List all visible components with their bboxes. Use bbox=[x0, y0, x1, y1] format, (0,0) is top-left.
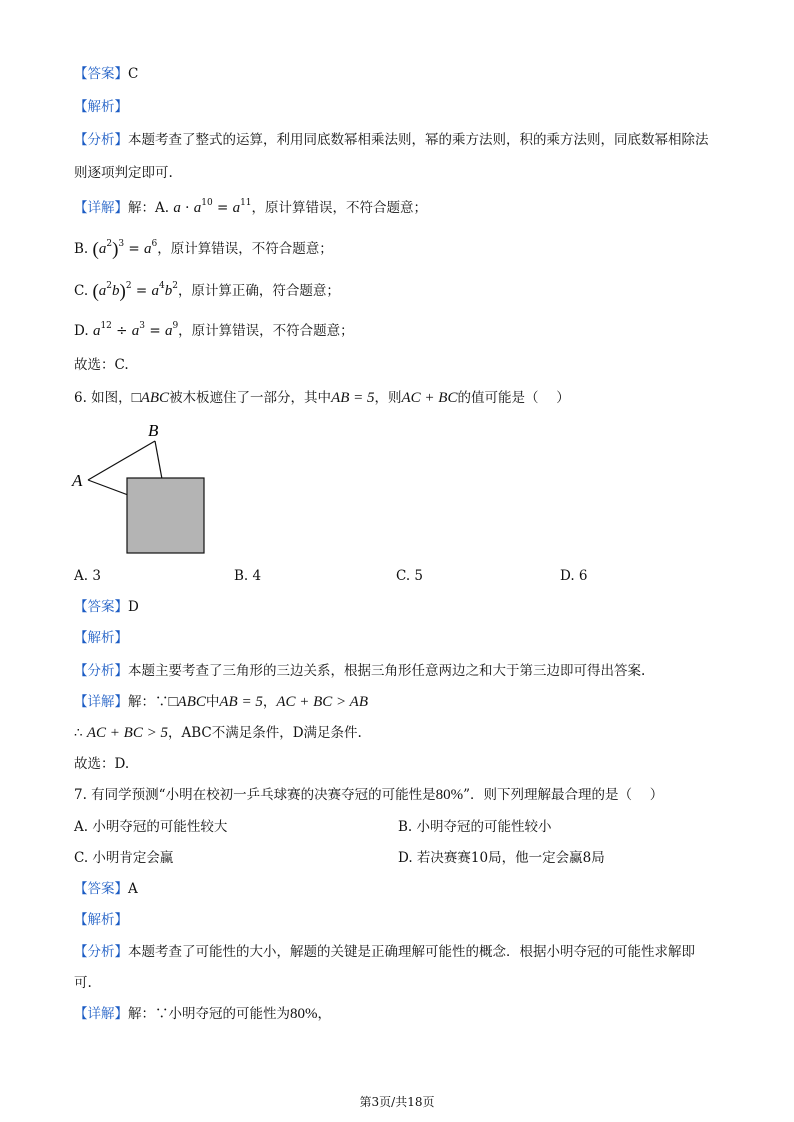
detail-tag: 【详解】 bbox=[74, 200, 128, 216]
q7-percent: 80% bbox=[435, 787, 464, 803]
fenxi-text: 本题考查了整式的运算，利用同底数幂相乘法则，幂的乘方法则，积的乘方法则，同底数幂相除法 bbox=[128, 132, 709, 148]
label-a: A bbox=[72, 471, 83, 490]
q6-choose bbox=[74, 754, 754, 774]
detail-tag: 【详解】 bbox=[74, 694, 128, 710]
edge-bc bbox=[155, 441, 162, 479]
analysis-tag: 【解析】 bbox=[74, 99, 128, 115]
detail-a-suffix: ，原计算错误，不符合题意； bbox=[251, 200, 428, 216]
q6-tri: □ABC bbox=[131, 390, 170, 406]
q7-option-b: B. 小明夺冠的可能性较小 bbox=[398, 819, 552, 835]
formula-c: $(a^2b)^2 = a^4b^2$ bbox=[92, 281, 178, 302]
detail-a-prefix: 解：A. bbox=[128, 200, 174, 216]
detail-text: 解：∵小明夺冠的可能性为 bbox=[128, 1006, 290, 1022]
b-suffix: ，原计算错误，不符合题意； bbox=[157, 241, 333, 257]
detail-eq2: AC + BC > AB bbox=[276, 694, 368, 710]
q7-option-a: A. 小明夺冠的可能性较大 bbox=[74, 819, 228, 835]
formula-b: $(a^2)^3 = a^6$ bbox=[92, 239, 158, 260]
q7-option-d: D. 若决赛赛10局，他一定会赢8局 bbox=[398, 850, 605, 866]
p5-answer-line bbox=[74, 64, 754, 84]
inequality: AC + BC > 5 bbox=[86, 725, 168, 741]
c-prefix: C. bbox=[74, 283, 93, 299]
q6-text-2: 被木板遮住了一部分，其中 bbox=[169, 390, 332, 406]
q7-num: 7. bbox=[74, 787, 92, 803]
q7-stem bbox=[74, 785, 754, 805]
answer-value: C bbox=[128, 66, 139, 82]
fenxi-text: 本题考查了可能性的大小，解题的关键是正确理解可能性的概念．根据小明夺冠的可能性求解即 bbox=[128, 944, 695, 960]
answer-tag: 【答案】 bbox=[74, 881, 128, 897]
p5-detail-c bbox=[74, 281, 754, 302]
q6-stem bbox=[74, 388, 754, 408]
label-b: B bbox=[148, 421, 159, 440]
q6-option-d: D. 6 bbox=[560, 568, 588, 584]
p5-analysis-line bbox=[74, 97, 754, 117]
q7-text-2: ”．则下列理解最合理的是（ ） bbox=[463, 787, 664, 803]
detail-eq1: AB = 5 bbox=[219, 694, 263, 710]
q6-num: 6. bbox=[74, 390, 92, 406]
fenxi-tag: 【分析】 bbox=[74, 663, 128, 679]
p5-detail-b bbox=[74, 239, 754, 260]
detail-text-1: 解：∵ bbox=[128, 694, 169, 710]
detail-tail: ， bbox=[317, 1006, 331, 1022]
q6-eq1: AB = 5 bbox=[331, 390, 375, 406]
formula-a: $a \cdot a^{10} = a^{11}$ bbox=[173, 198, 252, 216]
page-footer: 第3页/共18页 bbox=[359, 1095, 435, 1109]
q6-option-c: C. 5 bbox=[396, 568, 424, 584]
q7-text: 有同学预测“小明在校初一乒乓球赛的决赛夺冠的可能性是 bbox=[91, 787, 436, 803]
q7-answer-line bbox=[74, 879, 754, 899]
therefore-symbol: ∴ bbox=[74, 725, 87, 741]
answer-value: A bbox=[128, 881, 138, 897]
q7-fenxi-line-2 bbox=[74, 973, 754, 993]
analysis-tag: 【解析】 bbox=[74, 912, 128, 928]
answer-tag: 【答案】 bbox=[74, 599, 128, 615]
q6-analysis-line bbox=[74, 628, 754, 648]
q6-text-1: 如图， bbox=[91, 390, 132, 406]
detail-text-2: 中 bbox=[205, 694, 220, 710]
fenxi-text-cont: 则逐项判定即可. bbox=[74, 165, 173, 181]
detail-percent: 80% bbox=[290, 1006, 318, 1022]
fenxi-text: 本题主要考查了三角形的三边关系，根据三角形任意两边之和大于第三边即可得出答案. bbox=[128, 663, 646, 679]
p5-fenxi-line-2 bbox=[74, 163, 754, 183]
edge-ac bbox=[88, 480, 128, 495]
q6-therefore-line bbox=[74, 723, 754, 743]
c-suffix: ，原计算正确，符合题意； bbox=[177, 283, 340, 299]
q7-option-c: C. 小明肯定会赢 bbox=[74, 850, 174, 866]
q6-detail-line bbox=[74, 692, 754, 712]
detail-text-3: ， bbox=[262, 694, 277, 710]
formula-d: $a^{12} \div a^3 = a^9$ bbox=[92, 321, 179, 339]
q6-answer-line bbox=[74, 597, 754, 617]
b-prefix: B. bbox=[74, 241, 93, 257]
p5-fenxi-line-1 bbox=[74, 130, 754, 150]
choose-text: 故选：D. bbox=[74, 756, 130, 772]
answer-value: D bbox=[128, 599, 139, 615]
d-prefix: D. bbox=[74, 323, 93, 339]
edge-ab bbox=[88, 441, 155, 480]
board-square bbox=[127, 478, 204, 553]
q7-analysis-line bbox=[74, 910, 754, 930]
q6-eq2: AC + BC bbox=[401, 390, 458, 406]
q6-text-3: ，则 bbox=[374, 390, 402, 406]
p5-detail-d bbox=[74, 321, 754, 341]
answer-tag: 【答案】 bbox=[74, 66, 128, 82]
p5-choose bbox=[74, 355, 754, 375]
q6-option-a: A. 3 bbox=[74, 568, 101, 584]
q6-option-b: B. 4 bbox=[234, 568, 262, 584]
choose-text: 故选：C. bbox=[74, 357, 129, 373]
p5-detail-a bbox=[74, 198, 754, 218]
fenxi-tag: 【分析】 bbox=[74, 944, 128, 960]
analysis-tag: 【解析】 bbox=[74, 630, 128, 646]
fenxi-tag: 【分析】 bbox=[74, 132, 128, 148]
q6-text-4: 的值可能是（ ） bbox=[457, 390, 570, 406]
detail-tag: 【详解】 bbox=[74, 1006, 128, 1022]
fenxi-text-cont: 可. bbox=[74, 975, 92, 991]
q6-triangle-figure bbox=[60, 415, 230, 565]
q7-detail-line bbox=[74, 1004, 754, 1024]
q7-fenxi-line-1 bbox=[74, 942, 754, 962]
q6-fenxi-line bbox=[74, 661, 754, 681]
therefore-tail: ，ABC不满足条件，D满足条件. bbox=[167, 725, 362, 741]
d-suffix: ，原计算错误，不符合题意； bbox=[178, 323, 354, 339]
detail-tri: □ABC bbox=[168, 694, 206, 710]
